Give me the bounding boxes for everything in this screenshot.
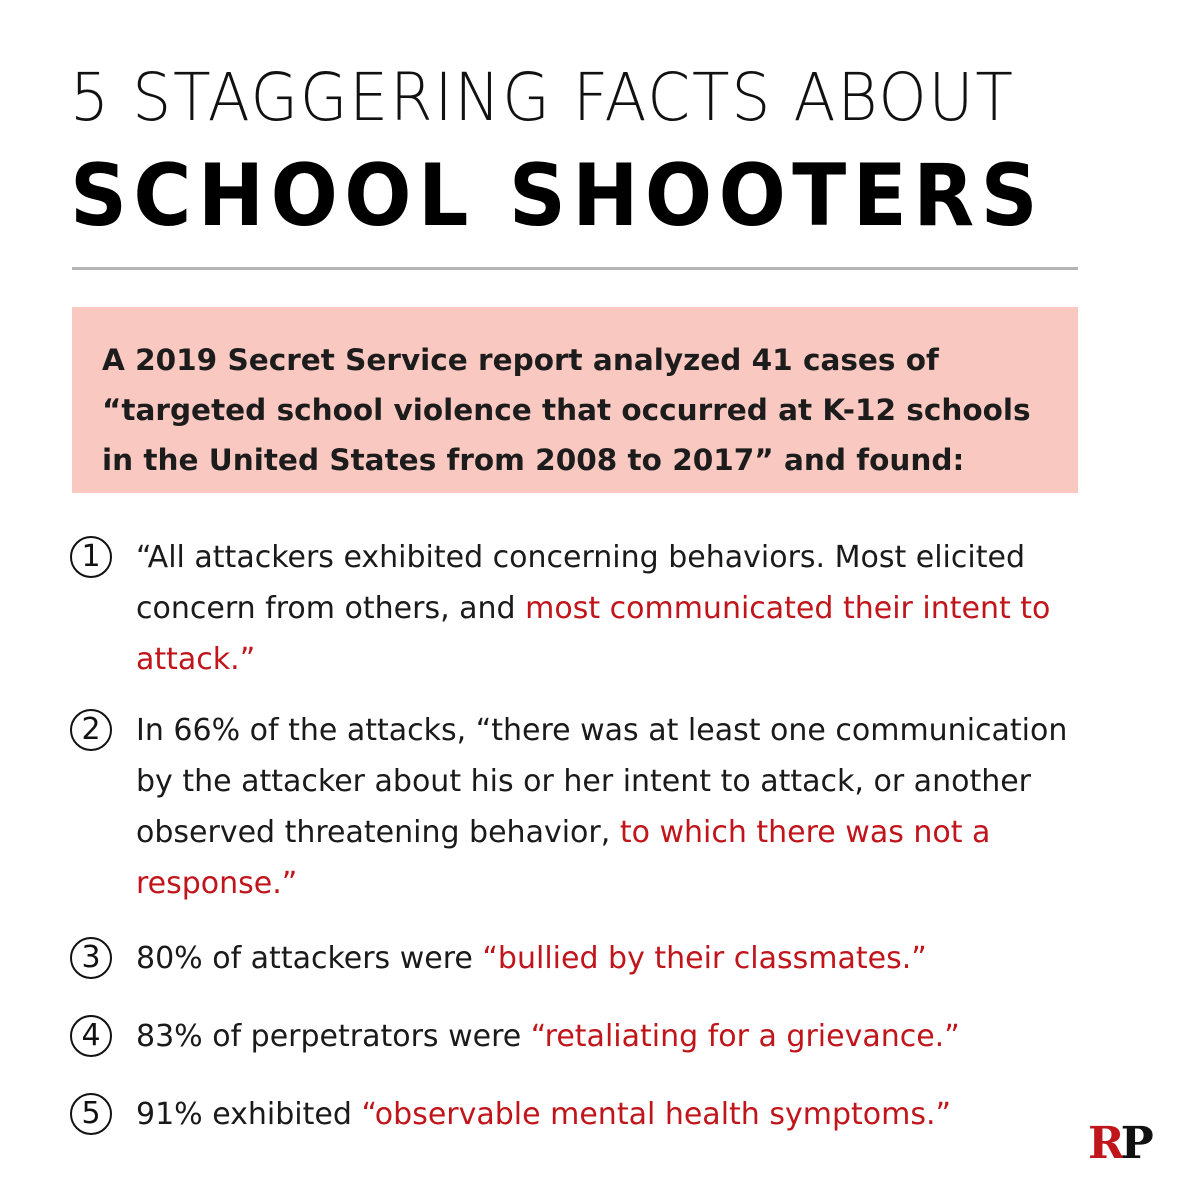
title-line-1: 5 STAGGERING FACTS ABOUT: [70, 59, 1015, 136]
title-line-2: SCHOOL SHOOTERS: [70, 146, 1044, 246]
fact-text-3: [136, 933, 1076, 984]
fact-highlight-5: “observable mental health symptoms.”: [361, 1097, 952, 1132]
fact-text-1: [136, 532, 1076, 685]
fact-text-4: [136, 1011, 1076, 1062]
fact-body-5: 91% exhibited: [136, 1097, 362, 1132]
fact-number-3: 3: [70, 937, 112, 979]
fact-highlight-2: to which there was not a response.”: [136, 815, 991, 901]
fact-number-1: 1: [70, 536, 112, 578]
intro-box: [72, 307, 1078, 493]
intro-text: A 2019 Secret Service report analyzed 41 cases of “targeted school violence that occurred at K-12 schools in the United States from 2008 to 2017” and found:: [102, 343, 1031, 477]
fact-body-3: 80% of attackers were: [136, 941, 483, 976]
fact-number-4: 4: [70, 1015, 112, 1057]
logo-letter-p: P: [1120, 1118, 1154, 1169]
fact-number-5: 5: [70, 1093, 112, 1135]
fact-highlight-1: most communicated their intent to attack.”: [136, 591, 1051, 677]
fact-text-2: [136, 705, 1076, 909]
fact-highlight-3: “bullied by their classmates.”: [482, 941, 927, 976]
fact-highlight-4: “retaliating for a grievance.”: [530, 1019, 960, 1054]
fact-number-2: 2: [70, 709, 112, 751]
rp-logo: [1088, 1118, 1168, 1170]
title-divider: [72, 267, 1078, 270]
logo-letter-r: R: [1088, 1118, 1125, 1169]
fact-body-1: “All attackers exhibited concerning behaviors. Most elicited concern from others, and: [136, 540, 1025, 626]
fact-body-4: 83% of perpetrators were: [136, 1019, 531, 1054]
fact-text-5: [136, 1089, 1076, 1140]
fact-body-2: In 66% of the attacks, “there was at least one communication by the attacker about his or her intent to attack, or another observed threatening behavior,: [136, 713, 1068, 850]
